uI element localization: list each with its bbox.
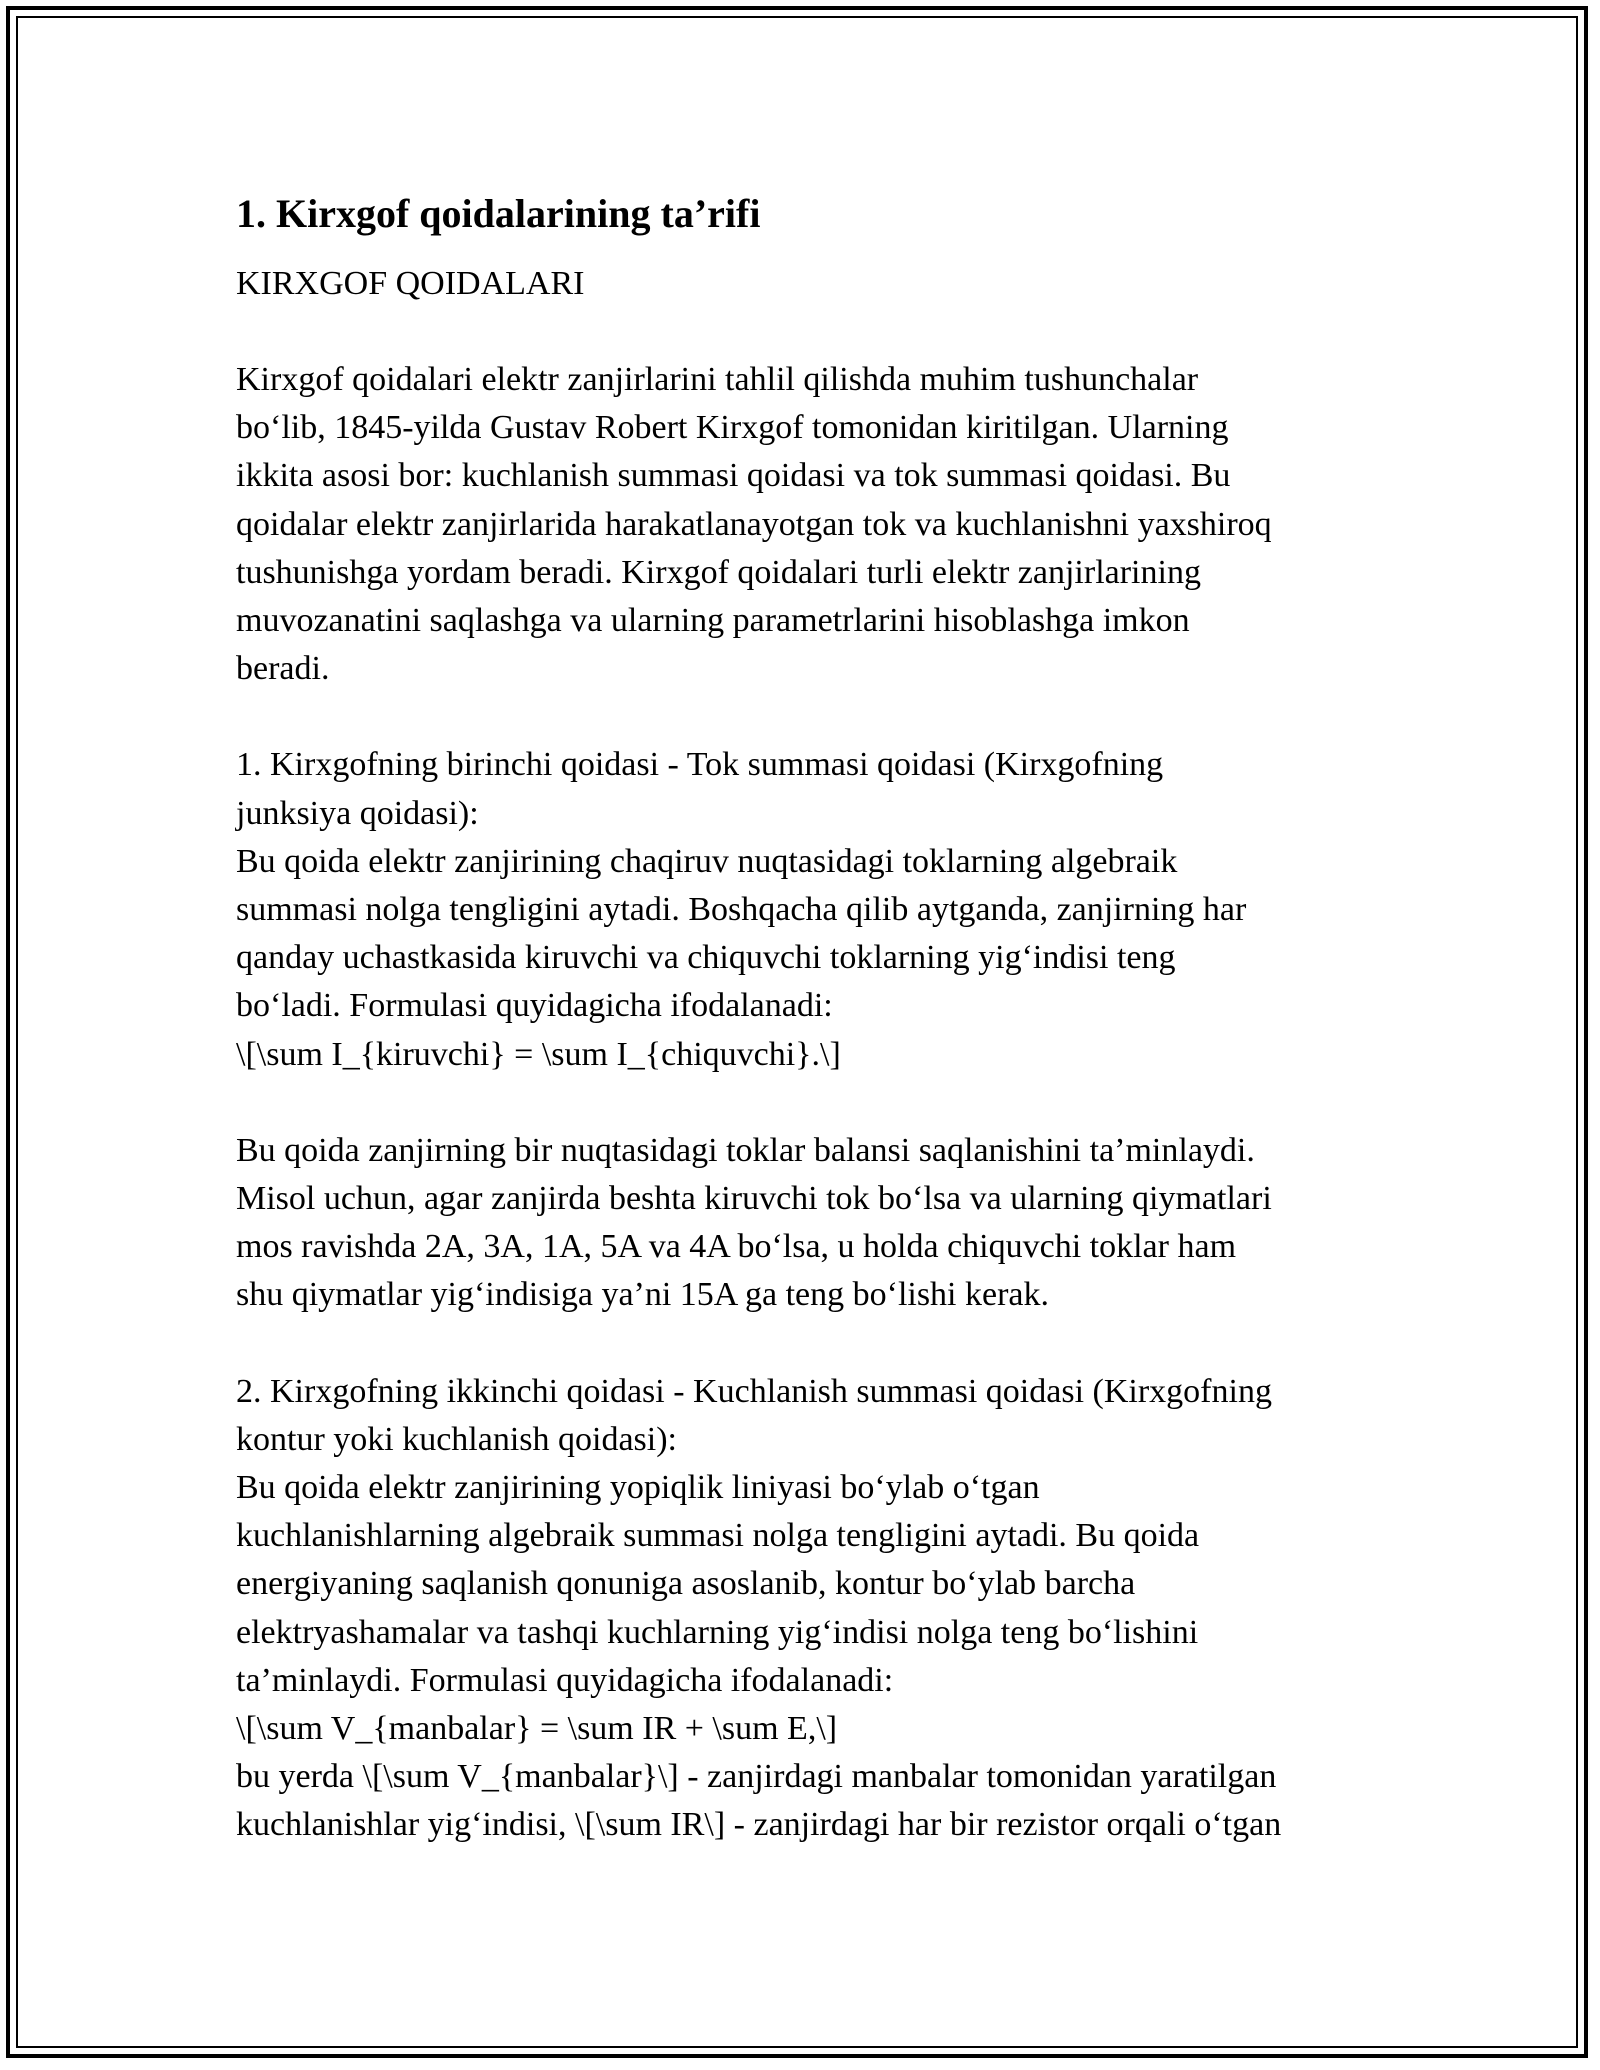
text-line: energiyaning saqlanish qonuniga asoslanib, kontur bo‘ylab barcha — [236, 1565, 1136, 1603]
text-line: 1. Kirxgofning birinchi qoidasi - Tok summasi qoidasi (Kirxgofning — [236, 746, 1164, 784]
text-line: kuchlanishlarning algebraik summasi nolga tengligini aytadi. Bu qoida — [236, 1517, 1200, 1555]
text-line: Bu qoida elektr zanjirining yopiqlik liniyasi bo‘ylab o‘tgan — [236, 1469, 1040, 1507]
paragraph-second-rule — [236, 1368, 1376, 1850]
text-line: shu qiymatlar yig‘indisiga ya’ni 15A ga teng bo‘lishi kerak. — [236, 1276, 1050, 1314]
text-line: muvozanatini saqlashga va ularning parametrlarini hisoblashga imkon — [236, 602, 1190, 640]
formula-line: \[\sum V_{manbalar} = \sum IR + \sum E,\] — [236, 1710, 838, 1748]
paragraph-first-rule — [236, 741, 1376, 1078]
text-line: Kirxgof qoidalari elektr zanjirlarini tahlil qilishda muhim tushunchalar — [236, 361, 1199, 398]
text-line: kontur yoki kuchlanish qoidasi): — [236, 1420, 678, 1458]
text-line: qoidalar elektr zanjirlarida harakatlanayotgan tok va kuchlanishni yaxshiroq — [236, 505, 1272, 543]
paragraph-first-rule-example — [236, 1127, 1376, 1320]
document-title: KIRXGOF QOIDALARI — [236, 265, 585, 302]
text-line: kuchlanishlar yig‘indisi, \[\sum IR\] - zanjirdagi har bir rezistor orqali o‘tgan — [236, 1806, 1282, 1844]
text-line: summasi nolga tengligini aytadi. Boshqacha qilib aytganda, zanjirning har — [236, 891, 1247, 929]
text-line: tushunishga yordam beradi. Kirxgof qoidalari turli elektr zanjirlarining — [236, 553, 1201, 591]
text-line: bo‘ladi. Formulasi quyidagicha ifodalanadi: — [236, 987, 833, 1025]
text-line: beradi. — [236, 650, 330, 688]
text-line: ta’minlaydi. Formulasi quyidagicha ifodalanadi: — [236, 1661, 894, 1699]
text-line: bu yerda \[\sum V_{manbalar}\] - zanjirdagi manbalar tomonidan yaratilgan — [236, 1758, 1277, 1796]
paragraph-intro — [236, 356, 1376, 693]
formula-line: \[\sum I_{kiruvchi} = \sum I_{chiquvchi}.\] — [236, 1035, 841, 1073]
document-body — [236, 190, 1376, 1850]
text-line: Misol uchun, agar zanjirda beshta kiruvchi tok bo‘lsa va ularning qiymatlari — [236, 1180, 1272, 1218]
text-line: mos ravishda 2A, 3A, 1A, 5A va 4A bo‘lsa, u holda chiquvchi toklar ham — [236, 1228, 1237, 1266]
text-line: qanday uchastkasida kiruvchi va chiquvchi toklarning yig‘indisi teng — [236, 939, 1176, 977]
text-line: Bu qoida elektr zanjirining chaqiruv nuqtasidagi toklarning algebraik — [236, 842, 1178, 880]
text-line: Bu qoida zanjirning bir nuqtasidagi toklar balansi saqlanishini ta’minlaydi. — [236, 1131, 1255, 1169]
text-line: ikkita asosi bor: kuchlanish summasi qoidasi va tok summasi qoidasi. Bu — [236, 457, 1231, 495]
text-line: bo‘lib, 1845-yilda Gustav Robert Kirxgof tomonidan kiritilgan. Ularning — [236, 409, 1229, 447]
section-heading: 1. Kirxgof qoidalarining ta’rifi — [236, 191, 761, 236]
text-line: junksiya qoidasi): — [236, 794, 479, 832]
text-line: 2. Kirxgofning ikkinchi qoidasi - Kuchlanish summasi qoidasi (Kirxgofning — [236, 1372, 1272, 1410]
text-line: elektryashamalar va tashqi kuchlarning yig‘indisi nolga teng bo‘lishini — [236, 1613, 1199, 1651]
